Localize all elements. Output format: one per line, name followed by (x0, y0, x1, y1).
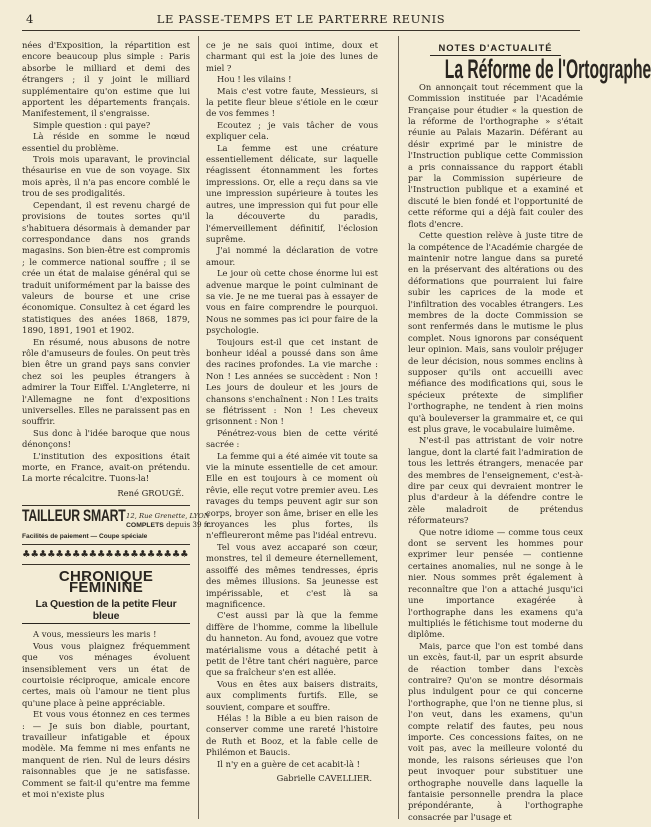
paragraph: Hélas ! la Bible a eu bien raison de conserver comme une rareté l'histoire de Ruth et Booz, et la fable celle de Philémon et Baucis. (206, 712, 378, 758)
ad-price: depuis 39 fr. (166, 520, 212, 530)
paragraph: J'ai nommé la déclaration de votre amour. (206, 245, 378, 267)
column-divider (198, 36, 199, 819)
paragraph: Trois mois uparavant, le provincial thésaurise en vue de son voyage. Six mois après, il n'a pas encore comblé le trou de ses prodigalités. (22, 154, 190, 199)
page-number: 4 (26, 12, 34, 26)
paragraph: Sus donc à l'idée baroque que nous dénonçons! (22, 427, 190, 450)
paragraph: La femme est une créature essentiellement délicate, sur laquelle réagissent étonnamment les fortes impressions. Or, elle a reçu dans sa vie une impression supérieure à toutes les autres, une impression qui fut pour elle la découverte du paradis, l'émerveillement définitif, l'éclosion suprême. (206, 142, 378, 244)
article-signature: René GROUGÉ. (117, 487, 184, 498)
paragraph: Simple question : qui paye? (33, 119, 151, 130)
paragraph: Et vous vous étonnez en ces termes : — Je suis bon diable, pourtant, travailleur infatigable et époux modèle. Ma femme ni mes enfants ne manquent de rien. Nul de leurs désirs raisonnables que je ne satisfasse. Comment se fait-il qu'entre ma femme et moi n'existe plus (22, 709, 190, 799)
ornament-border: ♣♣♣♣♣♣♣♣♣♣♣♣♣♣♣♣♣♣♣♣ (22, 549, 189, 561)
paragraph: L'institution des expositions était morte, en France, avait-on prétendu. La morte récalcitre. Tuons-la! (22, 450, 190, 484)
paragraph: Que notre idiome — comme tous ceux dont se servent les hommes pour exprimer leur pensée — contienne certaines anomalies, nul ne songe à le nier. Nous sommes prêt également à reconnaître que l'on a attaché jusqu'ici une importance exagérée à l'orthographe dans les examens qu'a multipliés le fétichisme tout moderne du diplôme. (408, 526, 583, 640)
paragraph: Vous vous plaignez fréquemment que vos ménages évoluent insensiblement vers un état de courtoisie réciproque, amicale encore certes, mais où l'amour ne tient plus qu'une place à peine appréciable. (22, 640, 190, 708)
column-2 (206, 40, 378, 784)
article-title: La Réforme de l'Ortographe (444, 54, 651, 85)
column-3 (408, 42, 651, 823)
section-title: CHRONIQUE FÉMININE (58, 567, 154, 597)
paragraph: Pénétrez-vous bien de cette vérité sacrée : (206, 427, 378, 450)
paragraph: Toujours est-il que cet instant de bonheur idéal a poussé dans son âme des racines profondes. La vie marche : Non ! Les années se succèdent : Non ! Les jours de douleur et les jours de chansons s'enchaînent : Non ! Les traits se flétrissent : Non ! Les cheveux grisonnent : Non ! (206, 336, 378, 427)
page-header (22, 10, 580, 31)
paragraph: En résumé, nous abusons de notre rôle d'amuseurs de foules. On peut très bien être un grand pays sans convier chez soi les peuples étrangers à admirer la Tour Eiffel. L'Angleterre, ni l'Allemagne ne font d'expositions universelles. Elles ne paraissent pas en souffrir. (22, 336, 191, 427)
paragraph: Cependant, il est revenu chargé de provisions de toutes sortes qu'il s'habituera désormais à demander par correspondance dans nos grands magasins. Son bien-être est compromis ; le commerce national souffre ; il se crée un état de malaise général qui se traduit uniformément par la baisse des valeurs de bourse et une crise économique. Consultez à cet égard les statistiques des anées 1868, 1879, 1890, 1891, 1901 et 1902. (22, 199, 190, 336)
paragraph: La femme qui a été aimée vit toute sa vie la minute essentielle de cet amour. Elle en est toujours à ce moment où rêvie, elle reçut votre premier aveu. Les ravages du temps peuvent agir sur son corps, broyer son âme, briser en elle les croyances les plus fortes, ils n'effleureront même pas l'idéal entrevu. (206, 450, 378, 541)
section-rule (22, 564, 190, 565)
paragraph: ce je ne sais quoi intime, doux et charmant qui est la joie des lunes de miel ? (206, 40, 378, 73)
ad-price-line (126, 519, 211, 531)
tailor-advertisement (22, 506, 212, 541)
paragraph: Tel vous avez accaparé son cœur, monstres, tel il demeure éternellement, assoiffé des mêmes tendresses, épris des mêmes illusions. Sa jeunesse est impérissable, et c'est là sa magnificence. (206, 541, 378, 609)
ad-complets-label: COMPLETS (126, 522, 164, 530)
ad-facilities: Facilités de paiement — Coupe spéciale (22, 533, 148, 541)
paragraph: On annonçait tout récemment que la Commission instituée par l'Académie Française pour étudier « la question de la réforme de l'orthographe » s'était réunie au Palais Mazarin. Déférant au désir exprimé par le ministre de l'Instruction publique cette Commission a pris connaissance du rapport établi par la Commission supérieure de l'Instruction publique et a examiné et discuté le bien fondé et l'opportunité de cette réforme qui a déjà fait couler des flots d'encre. (408, 81, 583, 229)
paragraph: Hou ! les vilains ! (217, 74, 292, 85)
paragraph: Vous en êtes aux baisers distraits, aux compliments furtifs. Elle, se souvient, compare et souffre. (206, 678, 378, 712)
ad-address: 12, Rue Grenette, LYON (126, 512, 210, 521)
article-subtitle-text: La Question de la petite Fleur bleue (22, 599, 190, 624)
paragraph: Mais, parce que l'on est tombé dans un excès, faut-il, par un esprit absurde de réaction tomber dans l'excès contraire? Qu'on se montre désormais plus indulgent pour ce qui concerne l'orthographe, que l'on ne tienne plus, si l'on veut, dans les examens, qu'un compte relatif des fautes, peu nous importe. Ces concessions faites, on ne voit pas, avec la meilleure volonté du monde, les raisons sérieuses que l'on peut invoquer pour substituer une orthographe nouvelle dans laquelle la fantaisie personnelle prendra la place prépondérante, à l'orthographe consacrée par l'usage et (408, 640, 583, 822)
paragraph: Cette question relève à juste titre de la compétence de l'Académie chargée de maintenir notre langue dans sa pureté en la préservant des altérations ou des déformations que pourraient lui faire subir les caprices de la mode et l'infiltration des vocables étrangers. Les membres de la docte Commission se sont renfermés dans le mutisme le plus complet. Nous ignorons par conséquent leur opinion. Mais, sans vouloir préjuger de leur décision, nous sommes enclins à supposer qu'ils ont accueilli avec méfiance des modifications qui, sous le spécieux prétexte de simplifier l'orthographe, ne tendent à rien moins qu'à bouleverser la grammaire et, ce qui est plus grave, le vocabulaire luimême. (408, 230, 583, 434)
publication-title: LE PASSE-TEMPS ET LE PARTERRE REUNIS (156, 12, 446, 26)
article-subtitle (22, 599, 190, 624)
paragraph: Mais c'est votre faute, Messieurs, si la petite fleur bleue s'étiole en le cœur de vos femmes ! (206, 85, 378, 119)
paragraph: C'est aussi par là que la femme diffère de l'homme, comme la libellule du hanneton. Au fond, avouez que votre matérialisme vous a détaché petit à petit de l'être tant chéri naguère, parce que sa fraîcheur s'en est allée. (206, 610, 378, 678)
paragraph: Il n'y en a guère de cet acabit-là ! (217, 758, 361, 769)
paragraph: Là réside en somme le nœud essentiel du problème. (22, 131, 190, 153)
ad-brand-name: TAILLEUR SMART (22, 506, 126, 526)
article-signature: Gabrielle CAVELLIER. (276, 773, 372, 783)
paragraph: Le jour où cette chose énorme lui est advenue marque le point culminant de sa vie. Je ne me tuerai pas à essayer de vous en faire comprendre le pourquoi. Nous ne sommes pas ici pour faire de la psychologie. (206, 268, 378, 336)
section-label: NOTES D'ACTUALITÉ (430, 42, 561, 56)
column-1 (22, 40, 212, 800)
paragraph: nées d'Exposition, la répartition est encore beaucoup plus simple : Paris absorbe le milliard et demi des étrangers ; il y joint le milliard supplémentaire qu'on estime que lui apportent les départements français. Manifestement, il s'engraisse. (22, 40, 190, 119)
paragraph: A vous, messieurs les maris ! (33, 629, 157, 640)
column-divider (398, 36, 399, 819)
section-rule (22, 544, 190, 545)
paragraph: N'est-il pas attristant de voir notre langue, dont la clarté fait l'admiration de tous les lettrés étrangers, menacée par des membres de l'enseignement, c'est-à-dire par ceux qui devraient montrer le plus d'ardeur à la défendre contre le zèle maladroit de prétendus réformateurs? (408, 435, 583, 526)
paragraph: Ecoutez ; je vais tâcher de vous expliquer cela. (206, 119, 378, 142)
